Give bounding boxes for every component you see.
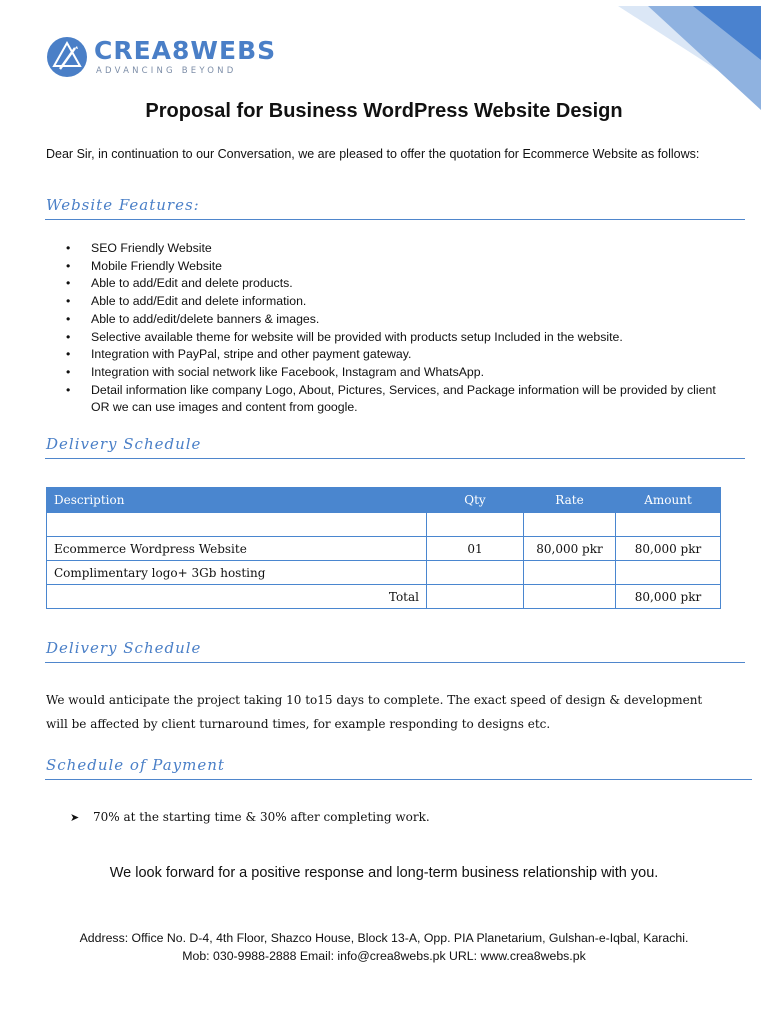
column-header-amount: Amount [616,488,721,513]
section-heading-delivery: Delivery Schedule [46,435,202,453]
table-cell [47,513,427,537]
features-list [46,240,736,417]
intro-paragraph: Dear Sir, in continuation to our Conversation, we are pleased to offer the quotation for Ecommerce Website as follows: [46,147,700,161]
table-cell: Ecommerce Wordpress Website [47,537,427,561]
total-label: Total [47,585,427,609]
table-row [47,537,721,561]
brand-name: CREA8WEBS [94,36,277,65]
table-cell [524,561,616,585]
column-header-description: Description [47,488,427,513]
total-amount: 80,000 pkr [616,585,721,609]
list-item: • SEO Friendly Website [46,240,736,258]
table-cell [616,513,721,537]
footer [0,930,768,965]
list-item: • Integration with social network like Facebook, Instagram and WhatsApp. [46,364,736,382]
section-divider [45,779,752,780]
brand-logo [46,36,276,78]
table-cell: 80,000 pkr [524,537,616,561]
payment-item-text: 70% at the starting time & 30% after completing work. [93,810,430,824]
quotation-table [46,487,721,609]
timeline-paragraph: We would anticipate the project taking 10 to15 days to complete. The exact speed of design & development will be affected by client turnaround times, for example responding to designs etc. [46,693,703,731]
table-cell [427,513,524,537]
list-item: • Mobile Friendly Website [46,258,736,276]
arrow-bullet-icon: ➤ [70,810,80,824]
section-heading-payment: Schedule of Payment [46,756,225,774]
list-item: • Able to add/Edit and delete products. [46,275,736,293]
payment-item [70,810,430,824]
column-header-qty: Qty [427,488,524,513]
table-total-row [47,585,721,609]
footer-address: Address: Office No. D-4, 4th Floor, Shazco House, Block 13-A, Opp. PIA Planetarium, Gulshan-e-Iqbal, Karachi. [79,931,689,945]
table-cell [427,561,524,585]
section-divider [45,662,745,663]
table-cell: Complimentary logo+ 3Gb hosting [47,561,427,585]
list-item: • Selective available theme for website will be provided with products setup Included in the website. [46,329,736,347]
table-cell [616,561,721,585]
section-heading-timeline: Delivery Schedule [46,639,202,657]
list-item: • Integration with PayPal, stripe and other payment gateway. [46,346,736,364]
table-cell: 01 [427,537,524,561]
table-row [47,513,721,537]
corner-decoration [618,0,768,110]
table-header-row [47,488,721,513]
closing-statement: We look forward for a positive response and long-term business relationship with you. [109,865,659,881]
column-header-rate: Rate [524,488,616,513]
document-title: Proposal for Business WordPress Website Design [145,100,623,122]
footer-contact: Mob: 030-9988-2888 Email: info@crea8webs.pk URL: www.crea8webs.pk [182,948,586,963]
table-cell: 80,000 pkr [616,537,721,561]
section-divider [45,458,745,459]
table-cell [524,513,616,537]
table-cell [427,585,524,609]
list-item: • Able to add/edit/delete banners & images. [46,311,736,329]
table-cell [524,585,616,609]
brand-logo-icon [46,36,88,78]
section-heading-features: Website Features: [46,196,200,214]
brand-tagline: ADVANCING BEYOND [96,66,237,76]
section-divider [45,219,745,220]
table-row [47,561,721,585]
list-item: • Detail information like company Logo, About, Pictures, Services, and Package information will be provided by client OR we can use images and content from google. [46,382,736,417]
list-item: • Able to add/Edit and delete information. [46,293,736,311]
